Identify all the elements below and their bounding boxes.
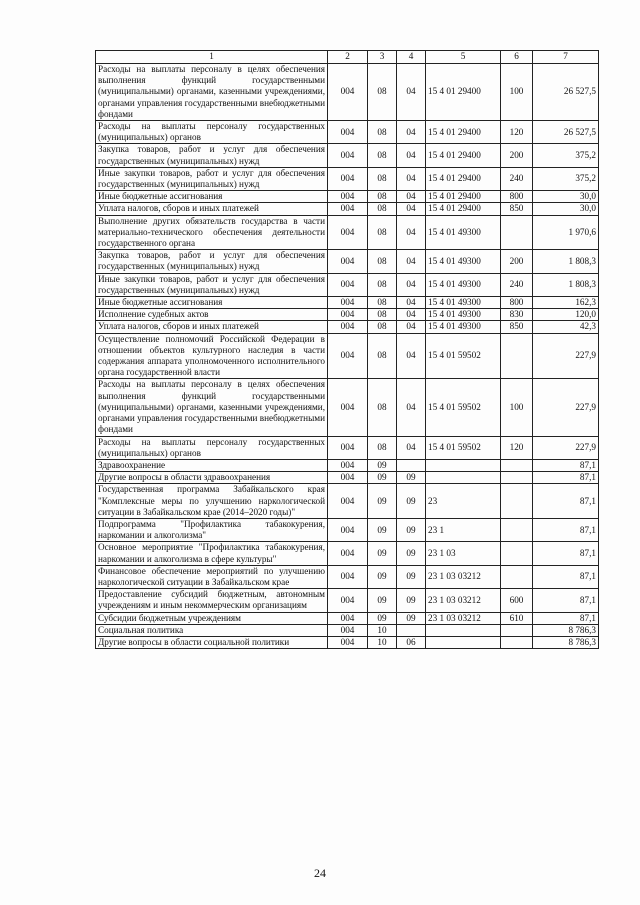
row-csr-cell xyxy=(426,636,501,648)
row-vr-cell xyxy=(501,542,533,565)
table-row xyxy=(96,64,599,121)
row-vr-cell: 600 xyxy=(501,589,533,612)
row-name-cell: Расходы на выплаты персоналу в целях обеспечения выполнения функций государственными (муниципальными) органами, казенными учреждениями, органами управления государственными внебюджетными фондами xyxy=(96,64,328,121)
row-rz-cell: 09 xyxy=(368,472,397,484)
row-sum-cell: 87,1 xyxy=(533,612,599,624)
row-pr-cell xyxy=(397,459,426,471)
row-name-cell: Предоставление субсидий бюджетным, автономным учреждениям и иным некоммерческим организациям xyxy=(96,589,328,612)
row-name-cell: Выполнение других обязательств государства в части материально-технического обеспечения деятельности государственного органа xyxy=(96,215,328,250)
row-pr-cell: 09 xyxy=(397,612,426,624)
row-name-cell: Другие вопросы в области здравоохранения xyxy=(96,472,328,484)
row-csr-cell xyxy=(426,472,501,484)
row-vr-cell: 100 xyxy=(501,379,533,436)
row-name-cell: Основное мероприятие "Профилактика табакокурения, наркомании и алкоголизма в сфере культуры" xyxy=(96,542,328,565)
row-pr-cell: 04 xyxy=(397,297,426,309)
row-gr-cell: 004 xyxy=(328,484,368,519)
header-cell-2: 2 xyxy=(328,51,368,64)
row-sum-cell: 26 527,5 xyxy=(533,121,599,144)
row-pr-cell: 04 xyxy=(397,273,426,296)
row-vr-cell: 850 xyxy=(501,203,533,215)
row-sum-cell: 87,1 xyxy=(533,589,599,612)
row-rz-cell: 09 xyxy=(368,565,397,588)
row-gr-cell: 004 xyxy=(328,624,368,636)
table-row xyxy=(96,636,599,648)
row-vr-cell: 800 xyxy=(501,191,533,203)
table-row xyxy=(96,309,599,321)
row-sum-cell: 30,0 xyxy=(533,191,599,203)
row-gr-cell: 004 xyxy=(328,321,368,333)
row-sum-cell: 8 786,3 xyxy=(533,636,599,648)
row-sum-cell: 26 527,5 xyxy=(533,64,599,121)
row-csr-cell: 23 1 03 03212 xyxy=(426,589,501,612)
row-pr-cell: 09 xyxy=(397,484,426,519)
row-vr-cell xyxy=(501,484,533,519)
row-vr-cell: 120 xyxy=(501,121,533,144)
row-gr-cell: 004 xyxy=(328,309,368,321)
row-name-cell: Осуществление полномочий Российской Федерации в отношении объектов культурного наследия в части содержания аппарата уполномоченного исполнительного органа государственной власти xyxy=(96,333,328,379)
table-row xyxy=(96,121,599,144)
row-pr-cell: 04 xyxy=(397,309,426,321)
row-gr-cell: 004 xyxy=(328,472,368,484)
row-gr-cell: 004 xyxy=(328,636,368,648)
row-pr-cell: 04 xyxy=(397,167,426,190)
row-rz-cell: 10 xyxy=(368,624,397,636)
row-csr-cell: 15 4 01 29400 xyxy=(426,121,501,144)
table-row xyxy=(96,542,599,565)
table-row xyxy=(96,484,599,519)
row-vr-cell: 100 xyxy=(501,64,533,121)
row-rz-cell: 08 xyxy=(368,121,397,144)
row-gr-cell: 004 xyxy=(328,542,368,565)
row-pr-cell: 04 xyxy=(397,191,426,203)
table-row xyxy=(96,436,599,459)
row-vr-cell xyxy=(501,518,533,541)
row-sum-cell: 227,9 xyxy=(533,436,599,459)
row-sum-cell: 87,1 xyxy=(533,484,599,519)
table-row xyxy=(96,589,599,612)
row-rz-cell: 08 xyxy=(368,333,397,379)
row-name-cell: Исполнение судебных актов xyxy=(96,309,328,321)
row-gr-cell: 004 xyxy=(328,191,368,203)
row-sum-cell: 42,3 xyxy=(533,321,599,333)
table-row xyxy=(96,612,599,624)
row-vr-cell xyxy=(501,459,533,471)
row-name-cell: Другие вопросы в области социальной политики xyxy=(96,636,328,648)
row-rz-cell: 10 xyxy=(368,636,397,648)
row-vr-cell xyxy=(501,472,533,484)
row-vr-cell: 120 xyxy=(501,436,533,459)
row-gr-cell: 004 xyxy=(328,565,368,588)
row-vr-cell: 200 xyxy=(501,144,533,167)
row-pr-cell: 04 xyxy=(397,144,426,167)
row-vr-cell: 850 xyxy=(501,321,533,333)
row-name-cell: Уплата налогов, сборов и иных платежей xyxy=(96,203,328,215)
row-rz-cell: 08 xyxy=(368,215,397,250)
row-pr-cell: 09 xyxy=(397,589,426,612)
row-pr-cell: 04 xyxy=(397,379,426,436)
table-row xyxy=(96,297,599,309)
row-csr-cell: 15 4 01 49300 xyxy=(426,297,501,309)
row-sum-cell: 30,0 xyxy=(533,203,599,215)
row-csr-cell xyxy=(426,624,501,636)
table-row xyxy=(96,167,599,190)
header-cell-1: 1 xyxy=(96,51,328,64)
row-pr-cell: 09 xyxy=(397,542,426,565)
row-gr-cell: 004 xyxy=(328,215,368,250)
row-rz-cell: 09 xyxy=(368,459,397,471)
row-gr-cell: 004 xyxy=(328,64,368,121)
row-csr-cell: 15 4 01 49300 xyxy=(426,309,501,321)
row-pr-cell: 09 xyxy=(397,472,426,484)
row-rz-cell: 08 xyxy=(368,379,397,436)
table-row xyxy=(96,203,599,215)
row-csr-cell: 15 4 01 49300 xyxy=(426,321,501,333)
row-csr-cell: 15 4 01 29400 xyxy=(426,191,501,203)
table-row xyxy=(96,459,599,471)
row-gr-cell: 004 xyxy=(328,203,368,215)
table-row xyxy=(96,565,599,588)
table-row xyxy=(96,191,599,203)
row-gr-cell: 004 xyxy=(328,297,368,309)
row-pr-cell: 04 xyxy=(397,64,426,121)
table-row xyxy=(96,250,599,273)
row-csr-cell: 15 4 01 29400 xyxy=(426,203,501,215)
row-pr-cell: 04 xyxy=(397,436,426,459)
table-row xyxy=(96,518,599,541)
row-sum-cell: 1 808,3 xyxy=(533,250,599,273)
row-rz-cell: 08 xyxy=(368,167,397,190)
row-gr-cell: 004 xyxy=(328,121,368,144)
row-csr-cell xyxy=(426,459,501,471)
table-row xyxy=(96,144,599,167)
row-csr-cell: 15 4 01 49300 xyxy=(426,250,501,273)
table-row xyxy=(96,333,599,379)
row-rz-cell: 08 xyxy=(368,64,397,121)
row-pr-cell: 09 xyxy=(397,565,426,588)
row-rz-cell: 09 xyxy=(368,542,397,565)
row-vr-cell: 800 xyxy=(501,297,533,309)
table-row xyxy=(96,273,599,296)
row-name-cell: Расходы на выплаты персоналу государственных (муниципальных) органов xyxy=(96,121,328,144)
budget-table xyxy=(95,50,599,649)
row-name-cell: Уплата налогов, сборов и иных платежей xyxy=(96,321,328,333)
row-pr-cell: 04 xyxy=(397,215,426,250)
row-sum-cell: 120,0 xyxy=(533,309,599,321)
row-vr-cell xyxy=(501,636,533,648)
row-name-cell: Расходы на выплаты персоналу в целях обеспечения выполнения функций государственными (муниципальными) органами, казенными учреждениями, органами управления государственными внебюджетными фондами xyxy=(96,379,328,436)
header-cell-7: 7 xyxy=(533,51,599,64)
row-pr-cell: 04 xyxy=(397,121,426,144)
row-name-cell: Субсидии бюджетным учреждениям xyxy=(96,612,328,624)
row-vr-cell xyxy=(501,624,533,636)
row-sum-cell: 162,3 xyxy=(533,297,599,309)
row-vr-cell xyxy=(501,565,533,588)
row-sum-cell: 87,1 xyxy=(533,542,599,565)
row-sum-cell: 227,9 xyxy=(533,379,599,436)
row-vr-cell xyxy=(501,215,533,250)
row-rz-cell: 08 xyxy=(368,250,397,273)
row-gr-cell: 004 xyxy=(328,589,368,612)
row-rz-cell: 08 xyxy=(368,191,397,203)
row-sum-cell: 8 786,3 xyxy=(533,624,599,636)
row-pr-cell xyxy=(397,624,426,636)
row-gr-cell: 004 xyxy=(328,612,368,624)
row-name-cell: Здравоохранение xyxy=(96,459,328,471)
row-rz-cell: 09 xyxy=(368,484,397,519)
row-pr-cell: 09 xyxy=(397,518,426,541)
row-name-cell: Иные бюджетные ассигнования xyxy=(96,297,328,309)
row-csr-cell: 15 4 01 59502 xyxy=(426,379,501,436)
row-vr-cell xyxy=(501,333,533,379)
row-csr-cell: 15 4 01 29400 xyxy=(426,167,501,190)
row-gr-cell: 004 xyxy=(328,436,368,459)
row-sum-cell: 87,1 xyxy=(533,459,599,471)
row-csr-cell: 15 4 01 49300 xyxy=(426,273,501,296)
row-csr-cell: 23 1 03 xyxy=(426,542,501,565)
row-sum-cell: 375,2 xyxy=(533,167,599,190)
row-vr-cell: 200 xyxy=(501,250,533,273)
row-sum-cell: 87,1 xyxy=(533,565,599,588)
row-csr-cell: 23 1 xyxy=(426,518,501,541)
row-sum-cell: 87,1 xyxy=(533,472,599,484)
row-rz-cell: 08 xyxy=(368,436,397,459)
row-csr-cell: 15 4 01 29400 xyxy=(426,64,501,121)
row-name-cell: Иные закупки товаров, работ и услуг для обеспечения государственных (муниципальных) нужд xyxy=(96,167,328,190)
row-gr-cell: 004 xyxy=(328,379,368,436)
row-pr-cell: 04 xyxy=(397,203,426,215)
row-csr-cell: 15 4 01 59502 xyxy=(426,333,501,379)
row-pr-cell: 06 xyxy=(397,636,426,648)
table-row xyxy=(96,472,599,484)
row-gr-cell: 004 xyxy=(328,167,368,190)
table-row xyxy=(96,624,599,636)
row-sum-cell: 375,2 xyxy=(533,144,599,167)
header-cell-6: 6 xyxy=(501,51,533,64)
row-csr-cell: 23 1 03 03212 xyxy=(426,612,501,624)
row-vr-cell: 240 xyxy=(501,273,533,296)
table-row xyxy=(96,379,599,436)
row-rz-cell: 08 xyxy=(368,203,397,215)
row-gr-cell: 004 xyxy=(328,144,368,167)
row-rz-cell: 08 xyxy=(368,273,397,296)
row-pr-cell: 04 xyxy=(397,250,426,273)
row-name-cell: Иные бюджетные ассигнования xyxy=(96,191,328,203)
row-rz-cell: 08 xyxy=(368,144,397,167)
row-gr-cell: 004 xyxy=(328,459,368,471)
row-csr-cell: 23 1 03 03212 xyxy=(426,565,501,588)
row-gr-cell: 004 xyxy=(328,250,368,273)
row-name-cell: Государственная программа Забайкальского края "Комплексные меры по улучшению наркологической ситуации в Забайкальском крае (2014–2020 годы)" xyxy=(96,484,328,519)
row-rz-cell: 09 xyxy=(368,612,397,624)
table-row xyxy=(96,215,599,250)
header-cell-4: 4 xyxy=(397,51,426,64)
header-cell-3: 3 xyxy=(368,51,397,64)
row-csr-cell: 15 4 01 59502 xyxy=(426,436,501,459)
row-sum-cell: 1 970,6 xyxy=(533,215,599,250)
header-cell-5: 5 xyxy=(426,51,501,64)
table-header-row xyxy=(96,51,599,64)
row-rz-cell: 08 xyxy=(368,321,397,333)
row-name-cell: Финансовое обеспечение мероприятий по улучшению наркологической ситуации в Забайкальском крае xyxy=(96,565,328,588)
row-gr-cell: 004 xyxy=(328,273,368,296)
row-gr-cell: 004 xyxy=(328,518,368,541)
row-name-cell: Иные закупки товаров, работ и услуг для обеспечения государственных (муниципальных) нужд xyxy=(96,273,328,296)
row-csr-cell: 15 4 01 49300 xyxy=(426,215,501,250)
row-rz-cell: 09 xyxy=(368,518,397,541)
row-csr-cell: 15 4 01 29400 xyxy=(426,144,501,167)
row-name-cell: Социальная политика xyxy=(96,624,328,636)
row-sum-cell: 1 808,3 xyxy=(533,273,599,296)
row-sum-cell: 87,1 xyxy=(533,518,599,541)
row-rz-cell: 08 xyxy=(368,309,397,321)
row-name-cell: Расходы на выплаты персоналу государственных (муниципальных) органов xyxy=(96,436,328,459)
row-vr-cell: 830 xyxy=(501,309,533,321)
row-pr-cell: 04 xyxy=(397,321,426,333)
row-pr-cell: 04 xyxy=(397,333,426,379)
row-rz-cell: 08 xyxy=(368,297,397,309)
row-name-cell: Закупка товаров, работ и услуг для обеспечения государственных (муниципальных) нужд xyxy=(96,144,328,167)
row-name-cell: Закупка товаров, работ и услуг для обеспечения государственных (муниципальных) нужд xyxy=(96,250,328,273)
row-name-cell: Подпрограмма "Профилактика табакокурения, наркомании и алкоголизма" xyxy=(96,518,328,541)
row-vr-cell: 610 xyxy=(501,612,533,624)
row-sum-cell: 227,9 xyxy=(533,333,599,379)
table-row xyxy=(96,321,599,333)
row-gr-cell: 004 xyxy=(328,333,368,379)
row-vr-cell: 240 xyxy=(501,167,533,190)
page-number: 24 xyxy=(314,866,326,880)
row-csr-cell: 23 xyxy=(426,484,501,519)
row-rz-cell: 09 xyxy=(368,589,397,612)
